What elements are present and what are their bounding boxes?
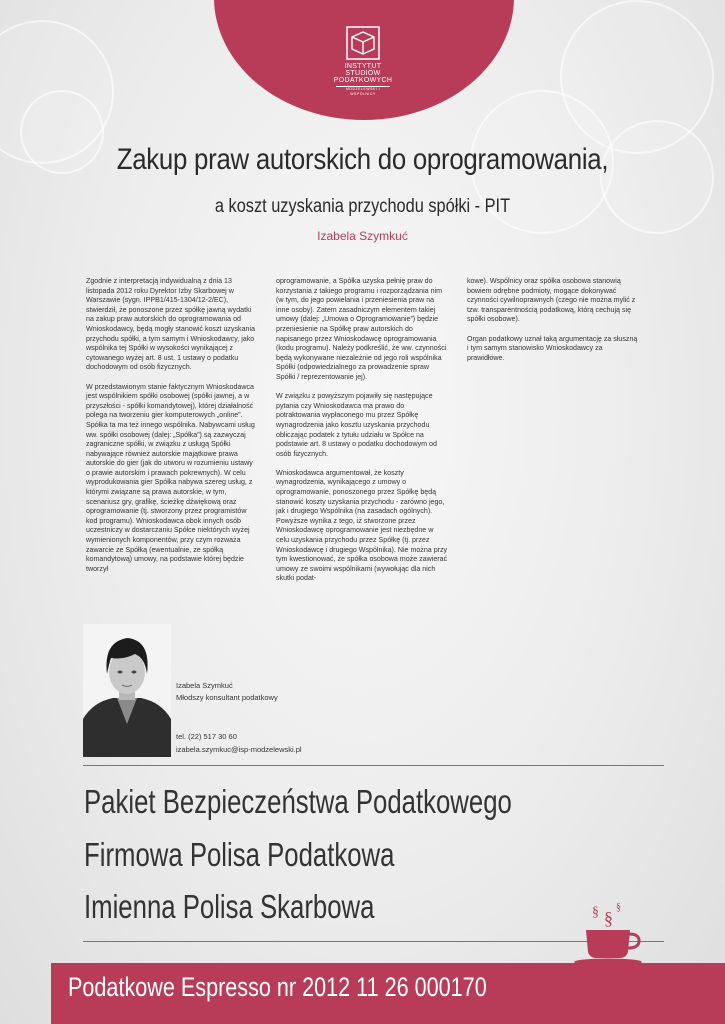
contact-name: Izabela Szymkuć: [176, 681, 233, 690]
logo-line2: STUDIÓW: [345, 70, 381, 77]
paragraph: W przedstawionym stanie faktycznym Wnioskodawca jest wspólnikiem spółki osobowej (spółki jawnej, a w przyszłości - spółki komandytowej), której działalność polega na tworzeniu gier komputerowych „online”. Spółka ta ma też innego wspólnika. Nabywcami usług ww. spółki osobowej (dalej: „Spółka”) są zazwyczaj zagraniczne spółki, w związku z usługą Spółki nabywające również autorskie majątkowe prawa autorskie do gier (jak do utworu w rozumieniu ustawy o prawie autorskim i prawach pokrewnych). W celu wyprodukowania gier Spółka nabywa szereg usług, z którymi związane są prawa autorskie, w tym, scenariusz gry, grafikę, ścieżkę dźwiękową oraz oprogramowanie (tj. stworzony przez programistów kod programu). Wnioskodawca obok innych osób uczestniczy w dostarczaniu Spółce niektórych wyżej wymienionych komponentów, przy czym rozważa zawarcie ze Spółką (ewentualnie, ze spółką komandytową) umowy, na podstawie której będzie tworzył: [86, 382, 255, 573]
svg-text:§: §: [616, 902, 621, 913]
article-author: Izabela Szymkuć: [317, 229, 408, 243]
paragraph: Wnioskodawca argumentował, że koszty wynagrodzenia, wynikającego z umowy o oprogramowanie, ponoszonego przez Spółkę będą stanowić koszty uzyskania przychodu - zarówno jego, jak i drugiego Wspólnika (na zasadach ogólnych). Powyższe wynika z tego, iż stworzone przez Wnioskodawcę oprogramowanie jest niezbędne w celu uzyskania przychodu przez Spółkę (tj. przez Wnioskodawcę i drugiego Wspólnika). Nie można przy tym kwestionować, że spółka osobowa może zawierać umowy ze swoimi wspólnikami (wywołując dla nich skutki podat-: [276, 468, 448, 583]
footer-issue-number: Podatkowe Espresso nr 2012 11 26 000170: [68, 972, 487, 1002]
logo-tagline: MODZELEWSKI I WSPÓLNICY: [336, 86, 390, 97]
article-column-3: [467, 277, 639, 373]
article-column-1: [86, 277, 258, 584]
article-column-2: [276, 277, 448, 594]
product-line-2: Firmowa Polisa Podatkowa: [84, 836, 395, 873]
paragraph: kowe). Wspólnicy oraz spółka osobowa stanowią bowiem odrębne podmioty, mogące dokonywać czynności cywilnoprawnych (czego nie można mylić z tzw. transparentnością podatkową, którą cechują się spółki osobowe).: [467, 277, 636, 324]
product-line-1: Pakiet Bezpieczeństwa Podatkowego: [84, 783, 512, 820]
paragraph: W związku z powyższym pojawiły się następujące pytania czy Wnioskodawca ma prawo do potraktowania wypłaconego mu przez Spółkę wynagrodzenia jako kosztu uzyskania przychodu obliczając podatek z tytułu udziału w Spółce na podstawie art. 8 ustawy o podatku dochodowym od osób fizycznych.: [276, 392, 437, 458]
paragraph: Organ podatkowy uznał taką argumentację za słuszną i tym samym stanowisko Wnioskodawcy za prawidłowe.: [467, 334, 638, 362]
espresso-cup-icon: [568, 896, 650, 968]
author-photo: [83, 624, 171, 757]
product-line-3: Imienna Polisa Skarbowa: [84, 888, 375, 925]
svg-text:§: §: [592, 905, 599, 920]
svg-text:§: §: [604, 908, 613, 928]
article-subtitle: a koszt uzyskania przychodu spółki - PIT: [214, 196, 511, 217]
contact-phone: tel. (22) 517 30 60: [176, 732, 237, 741]
contact-email[interactable]: izabela.szymkuc@isp-modzelewski.pl: [176, 745, 302, 754]
institute-logo: [330, 26, 396, 97]
paragraph: Zgodnie z interpretacją indywidualną z dnia 13 listopada 2012 roku Dyrektor Izby Skarbowej w Warszawie (sygn. IPPB1/415-1304/12-2/EC), stwierdził, że ponoszone przez spółkę jawną wydatki na zakup praw autorskich do oprogramowania od Wnioskodawcy, będą mogły stanowić koszt uzyskania przychodu spółki, a tym samym i Wnioskodawcy, jako wspólnika tej Spółki w wysokości wynikającej z cytowanego wyżej art. 8 ust. 1 ustawy o podatku dochodowym od osób fizycznych.: [86, 277, 256, 372]
paragraph: oprogramowanie, a Spółka uzyska pełnię praw do korzystania z takiego programu i rozporządzania nim (w tym, do jego powielania i przeniesienia praw na inne osoby). Zatem zasadniczym elementem takiej umowy (dalej: „Umowa o Oprogramowanie”) będzie przeniesienie na Spółkę praw autorskich do napisanego przez Wnioskodawcę oprogramowania (kodu programu). Należy podkreślić, że ww. czynności będą wykonywane niezależnie od jego roli wspólnika Spółki (odpowiedzialnego za prowadzenie spraw Spółki / reprezentowanie jej).: [276, 277, 447, 381]
contact-position: Młodszy konsultant podatkowy: [176, 693, 278, 702]
cube-logo-icon: [346, 26, 380, 60]
logo-line3: PODATKOWYCH: [333, 77, 393, 84]
article-title: Zakup praw autorskich do oprogramowania,: [116, 143, 609, 176]
divider: [83, 765, 664, 766]
logo-line1: INSTYTUT: [344, 63, 382, 70]
